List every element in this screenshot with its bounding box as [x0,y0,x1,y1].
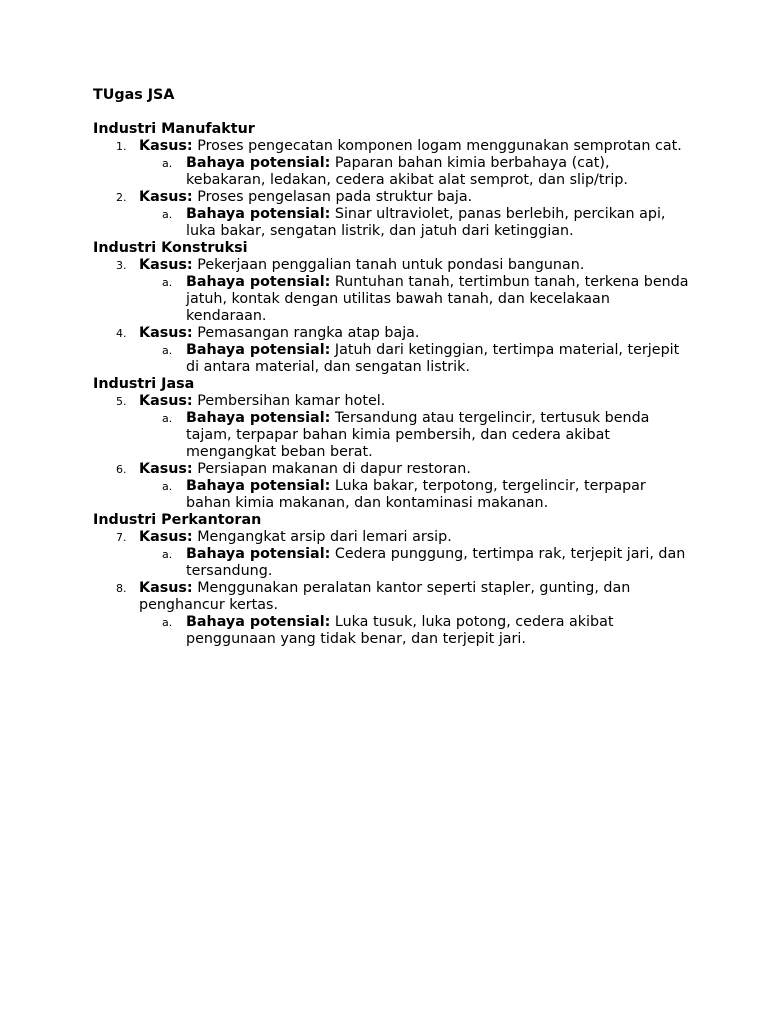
list-number: 6. [116,463,127,476]
section-heading: Industri Jasa [93,376,195,392]
case-text: Proses pengecatan komponen logam menggunakan semprotan cat. [192,138,682,154]
hazard-item [93,410,693,461]
hazard-item [93,614,693,648]
case-label: Kasus: [139,393,193,409]
hazard-item [93,546,693,580]
case-item [93,393,693,410]
hazard-text: Luka tusuk, luka potong, cedera akibat penggunaan yang tidak benar, dan terjepit jari. [186,614,614,647]
section-industri-konstruksi [93,240,693,376]
section-industri-manufaktur [93,121,693,240]
hazard-item [93,206,693,240]
list-number: 1. [116,140,127,153]
list-letter: a. [162,412,173,425]
hazard-item [93,478,693,512]
case-item [93,189,693,206]
case-text: Pekerjaan penggalian tanah untuk pondasi bangunan. [192,257,585,273]
document-title: TUgas JSA [93,87,175,103]
case-label: Kasus: [139,529,193,545]
list-number: 7. [116,531,127,544]
hazard-text: Tersandung atau tergelincir, tertusuk benda tajam, terpapar bahan kimia pembersih, dan cedera akibat mengangkat beban berat. [186,410,650,460]
list-number: 4. [116,327,127,340]
hazard-label: Bahaya potensial: [186,478,331,494]
hazard-text: Luka bakar, terpotong, tergelincir, terpapar bahan kimia makanan, dan kontaminasi makanan. [186,478,646,511]
list-letter: a. [162,157,173,170]
case-item [93,461,693,478]
case-item [93,529,693,546]
hazard-text: Runtuhan tanah, tertimbun tanah, terkena benda jatuh, kontak dengan utilitas bawah tanah, dan kecelakaan kendaraan. [186,274,689,324]
case-text: Persiapan makanan di dapur restoran. [192,461,471,477]
case-text: Proses pengelasan pada struktur baja. [192,189,473,205]
case-label: Kasus: [139,325,193,341]
case-item [93,257,693,274]
hazard-label: Bahaya potensial: [186,546,331,562]
hazard-item [93,155,693,189]
list-letter: a. [162,344,173,357]
section-industri-jasa [93,376,693,512]
list-letter: a. [162,548,173,561]
hazard-label: Bahaya potensial: [186,410,331,426]
case-label: Kasus: [139,138,193,154]
hazard-text: Paparan bahan kimia berbahaya (cat), kebakaran, ledakan, cedera akibat alat semprot, dan slip/trip. [186,155,628,188]
section-heading: Industri Perkantoran [93,512,262,528]
hazard-text: Jatuh dari ketinggian, tertimpa material, terjepit di antara material, dan sengatan listrik. [186,342,680,375]
case-item [93,138,693,155]
blank-line [93,104,693,121]
list-letter: a. [162,208,173,221]
hazard-text: Cedera punggung, tertimpa rak, terjepit jari, dan tersandung. [186,546,686,579]
list-number: 3. [116,259,127,272]
list-number: 2. [116,191,127,204]
list-letter: a. [162,480,173,493]
list-letter: a. [162,616,173,629]
section-heading: Industri Konstruksi [93,240,248,256]
case-label: Kasus: [139,189,193,205]
case-text: Pembersihan kamar hotel. [192,393,386,409]
section-heading: Industri Manufaktur [93,121,255,137]
document-page [93,87,693,648]
hazard-label: Bahaya potensial: [186,155,331,171]
list-number: 5. [116,395,127,408]
case-item [93,325,693,342]
list-letter: a. [162,276,173,289]
case-text: Mengangkat arsip dari lemari arsip. [192,529,452,545]
section-industri-perkantoran [93,512,693,648]
case-label: Kasus: [139,461,193,477]
hazard-item [93,342,693,376]
case-text: Menggunakan peralatan kantor seperti stapler, gunting, dan penghancur kertas. [139,580,631,613]
case-text: Pemasangan rangka atap baja. [192,325,420,341]
hazard-item [93,274,693,325]
hazard-label: Bahaya potensial: [186,342,331,358]
case-label: Kasus: [139,580,193,596]
hazard-label: Bahaya potensial: [186,206,331,222]
case-label: Kasus: [139,257,193,273]
list-number: 8. [116,582,127,595]
case-item [93,580,693,614]
hazard-text: Sinar ultraviolet, panas berlebih, percikan api, luka bakar, sengatan listrik, dan jatuh dari ketinggian. [186,206,666,239]
hazard-label: Bahaya potensial: [186,614,331,630]
hazard-label: Bahaya potensial: [186,274,331,290]
